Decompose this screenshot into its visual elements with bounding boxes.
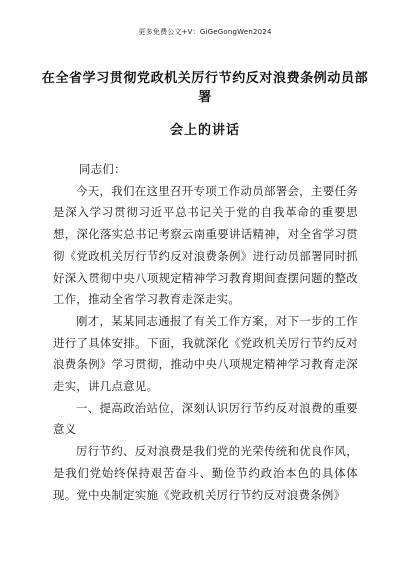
speech-body	[53, 159, 358, 506]
document-title-line-1: 在全省学习贯彻党政机关厉行节约反对浪费条例动员部署	[41, 71, 369, 105]
document-title-line-2: 会上的讲话	[169, 123, 240, 138]
section-heading-1: 一、提高政治站位，深刻认识厉行节约反对浪费的重要意义	[53, 400, 358, 437]
paragraph-arrangement: 刚才，某某同志通报了有关工作方案，对下一步的工作进行了具体安排。下面，我就深化《党政机关厉行节约反对浪费条例》学习贯彻，推动中央八项规定精神学习教育走深走实，讲几点意见。	[53, 313, 358, 394]
header-note: 更多免费公文+V：GiGeGongWen2024	[138, 28, 272, 36]
paragraph-section-1: 厉行节约、反对浪费是我们党的光荣传统和优良作风，是我们党始终保持艰苦奋斗、勤俭节约政治本色的具体体现。党中央制定实施《党政机关厉行节约反对浪费条例》	[53, 444, 358, 502]
greeting: 同志们：	[79, 162, 126, 176]
paragraph-opening: 今天，我们在这里召开专项工作动员部署会，主要任务是深入学习贯彻习近平总书记关于党的自我革命的重要思想，深化落实总书记考察云南重要讲话精神，对全省学习贯彻《党政机关厉行节约反对浪费条例》进行动员部署同时抓好深入贯彻中央八项规定精神学习教育期间查摆问题的整改工作，推动全省学习教育走深走实。	[53, 183, 358, 307]
